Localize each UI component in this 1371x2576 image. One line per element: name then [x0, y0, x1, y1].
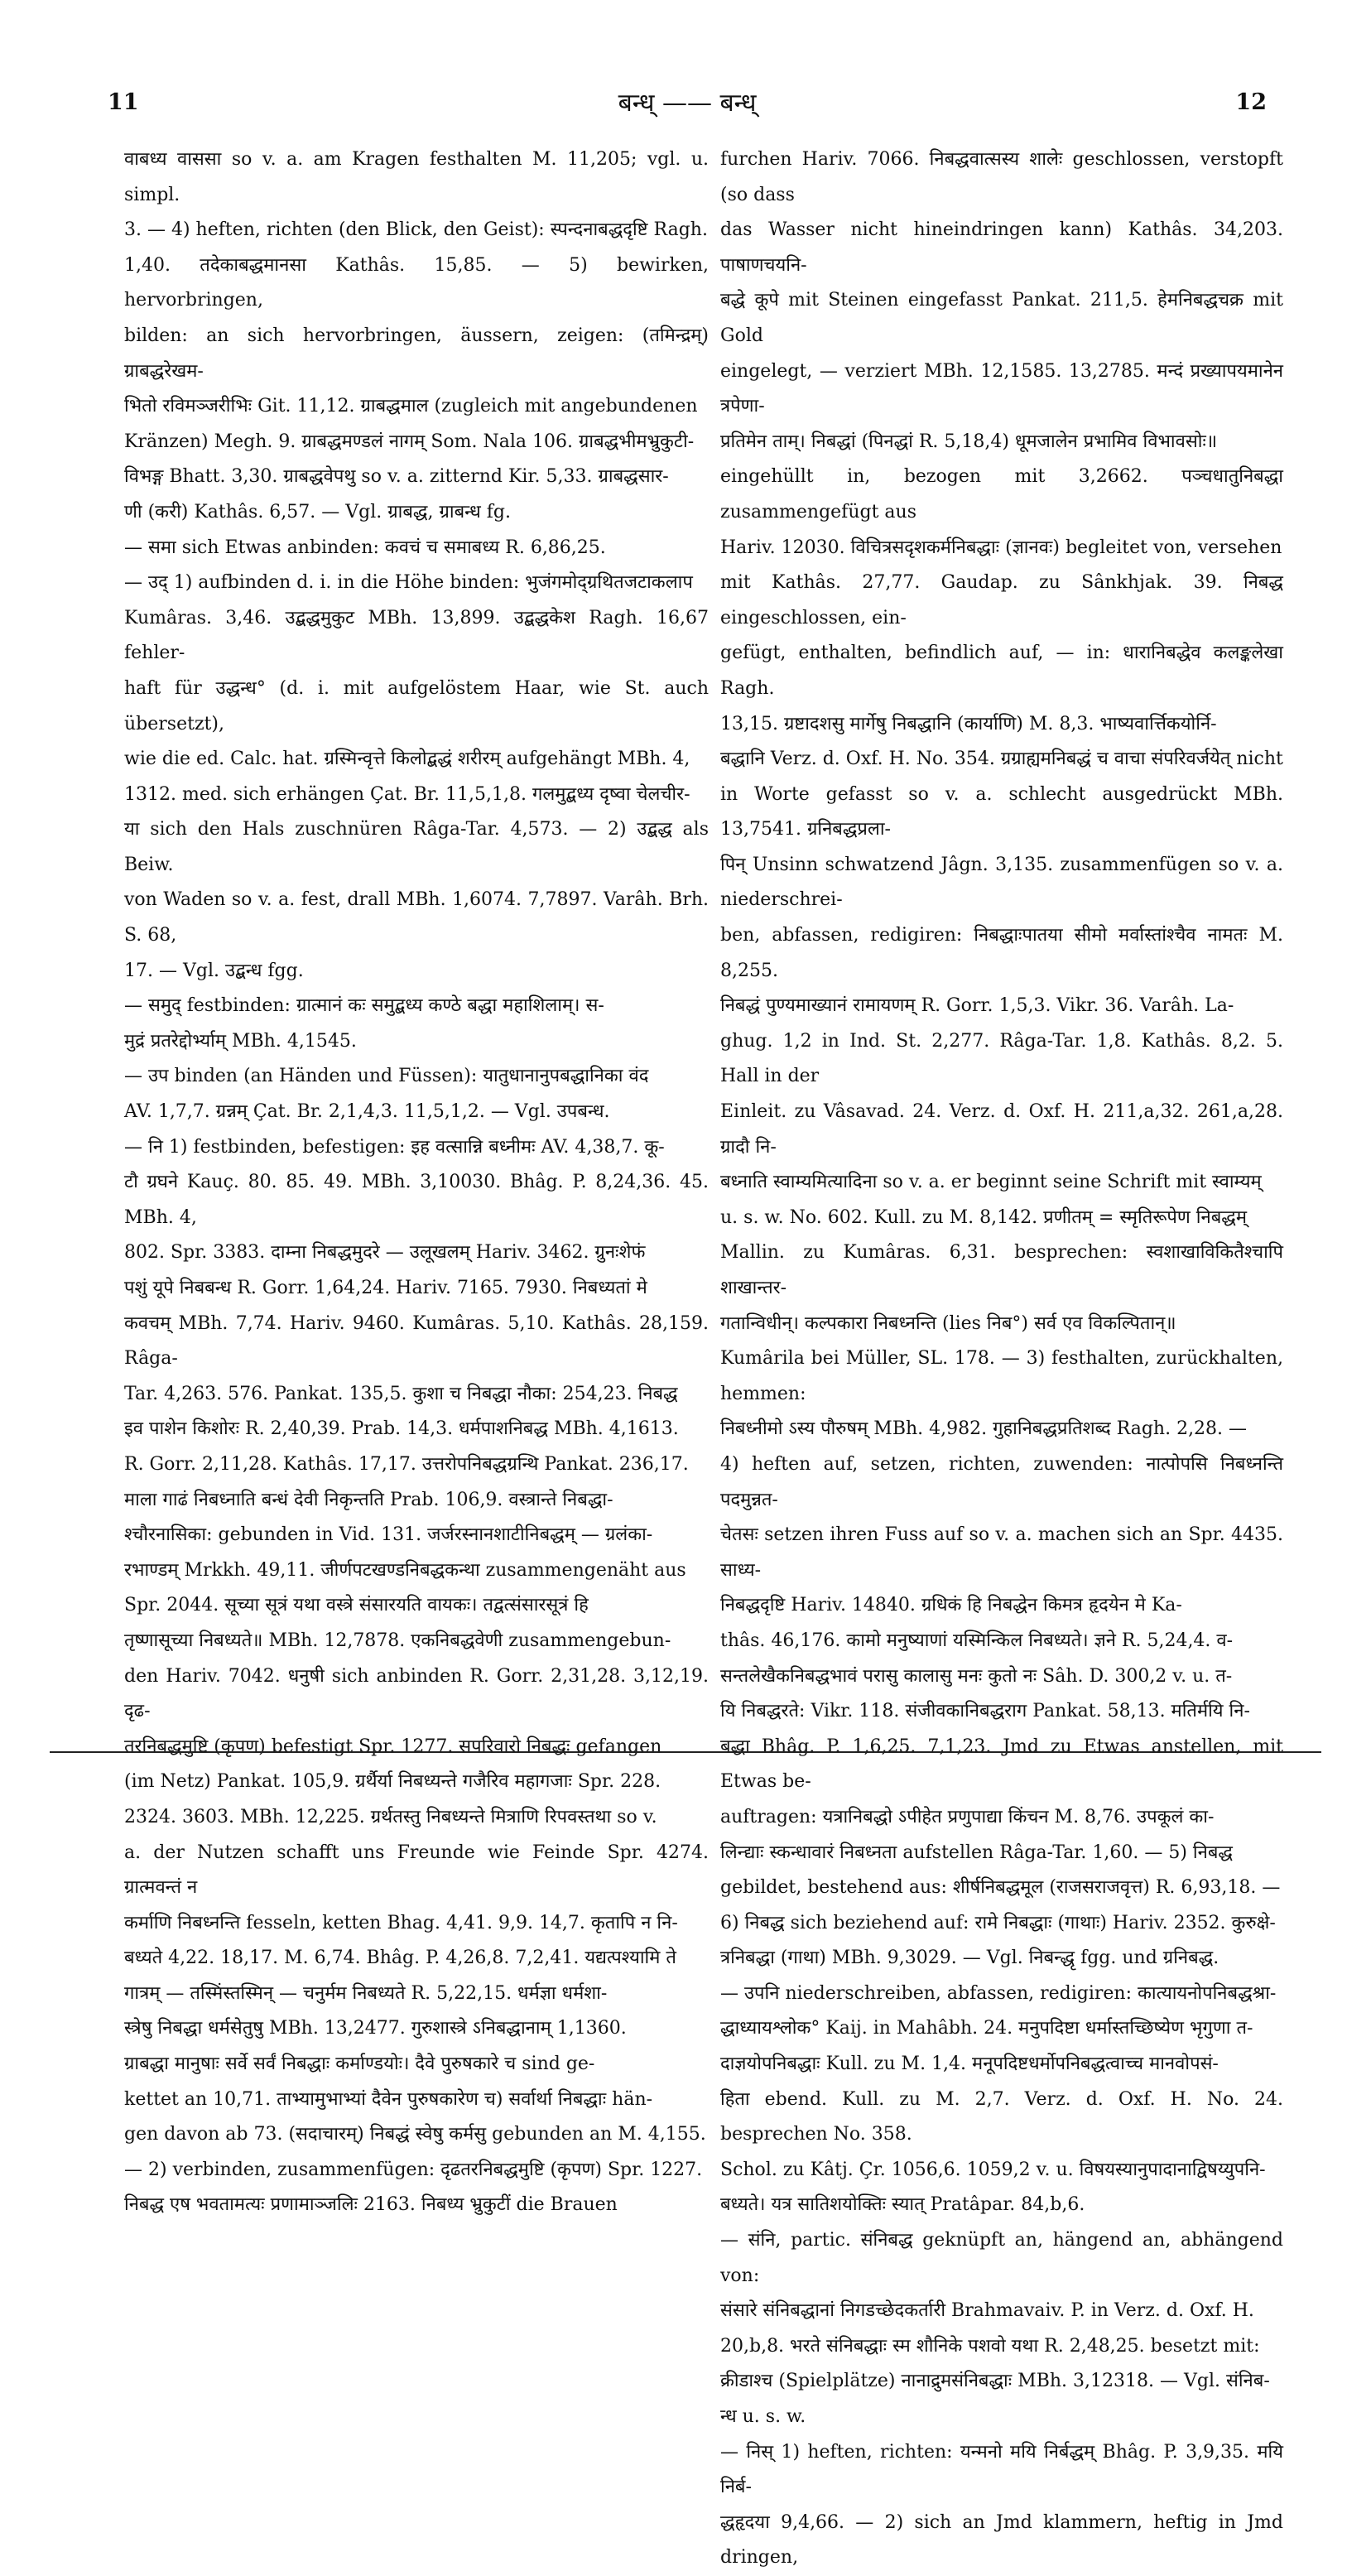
text-line: R. Gorr. 2,11,28. Kathâs. 17,17. उत्तरोपनिबद्धग्रन्थि Pankat. 236,17. — [124, 1453, 689, 1475]
text-line: Kumâras. 3,46. उद्बद्धमुकुट MBh. 13,899. उद्बद्धकेश Ragh. 16,67 fehler- — [124, 607, 709, 664]
text-line: निबद्धदृष्टि Hariv. 14840. ग्रधिकं हि निबद्धेन किमत्र हृदयेन मे Ka- — [720, 1595, 1182, 1616]
text-line: — समा sich Etwas anbinden: कवचं च समाबध्य R. 6,86,25. — [124, 537, 606, 558]
text-line: 13,15. ग्रष्टादशसु मार्गेषु निबद्धानि (कार्याणि) M. 8,3. भाष्यवार्त्तिकयोर्नि- — [720, 713, 1217, 734]
text-line: AV. 1,7,7. ग्रन्नम् Çat. Br. 2,1,4,3. 11,5,1,2. — Vgl. उपबन्ध. — [124, 1101, 610, 1123]
running-head: बन्ध् —— बन्ध् — [618, 89, 757, 118]
text-line: दाज्ञयोपनिबद्धाः Kull. zu M. 1,4. मनूपदिष्टधर्मोपनिबद्धत्वाच्च मानवोपसं- — [720, 2054, 1219, 2075]
text-line: तृष्णासूच्या निबध्यते॥ MBh. 12,7878. एकनिबद्धवेणी zusammengebun- — [124, 1630, 671, 1651]
text-line: — संनि, partic. संनिबद्ध geknüpft an, hängend an, abhängend von: — [720, 2230, 1283, 2286]
text-line: auftragen: यत्रानिबद्धो ऽपीहेत प्रणुपाद्या किंचन M. 8,76. उपकूलं का- — [720, 1806, 1215, 1827]
text-line: Mallin. zu Kumâras. 6,31. besprechen: स्वशाखाविकितैश्चापि शाखान्तर- — [720, 1242, 1283, 1298]
text-line: बध्यते 4,22. 18,17. M. 6,74. Bhâg. P. 4,26,8. 7,2,41. यद्यत्पश्यामि ते — [124, 1948, 676, 1969]
text-line: den Hariv. 7042. धनुषी sich anbinden R. Gorr. 2,31,28. 3,12,19. दृढ- — [124, 1665, 709, 1722]
text-line: वाबध्य वाससा so v. a. am Kragen festhalten M. 11,205; vgl. u. simpl. — [124, 149, 709, 205]
text-line: कर्माणि निबध्नन्ति fesseln, ketten Bhag. 4,41. 9,9. 14,7. कृतापि न नि- — [124, 1912, 678, 1933]
text-line: विभङ्ग Bhatt. 3,30. ग्राबद्धवेपथु so v. a. zitternd Kir. 5,33. ग्राबद्धसार- — [124, 466, 669, 488]
text-line: रभाण्डम् Mrkkh. 49,11. जीर्णपटखण्डनिबद्धकन्था zusammengenäht aus — [124, 1559, 686, 1581]
text-line: in Worte gefasst so v. a. schlecht ausgedrückt MBh. 13,7541. ग्रनिबद्धप्रला- — [720, 783, 1283, 840]
text-line: भितो रविमञ्जरीभिः Git. 11,12. ग्राबद्धमाल (zugleich mit angebundenen — [124, 396, 698, 417]
left-column — [124, 142, 709, 2223]
text-line: — उपनि niederschreiben, abfassen, redigiren: कात्यायनोपनिबद्धश्रा- — [720, 1982, 1277, 2004]
text-line: त्रनिबद्धा (गाथा) MBh. 9,3029. — Vgl. निबन्द्धृ fgg. und ग्रनिबद्ध. — [720, 1948, 1219, 1969]
text-line: gebildet, bestehend aus: शीर्षनिबद्धमूल (राजसराजवृत्त) R. 6,93,18. — — [720, 1877, 1281, 1899]
text-line: निबद्धं पुण्यमाख्यानं रामायणम् R. Gorr. 1,5,3. Vikr. 36. Varâh. La- — [720, 995, 1234, 1017]
text-line: चेतसः setzen ihren Fuss auf so v. a. machen sich an Spr. 4435. साध्य- — [720, 1524, 1283, 1581]
text-line: निबद्ध एष भवतामत्यः प्रणामाञ्जलिः 2163. निबध्य भ्रुकुटीं die Brauen — [124, 2194, 618, 2216]
text-line: 2324. 3603. MBh. 12,225. ग्रर्थतस्तु निबध्यन्ते मित्राणि रिपवस्तथा so v. — [124, 1806, 657, 1827]
text-line: बध्नाति स्वाम्यमित्यादिना so v. a. er beginnt seine Schrift mit स्वाम्यम् — [720, 1172, 1262, 1193]
text-line: पशुं यूपे निबबन्ध R. Gorr. 1,64,24. Hariv. 7165. 7930. निबध्यतां मे — [124, 1278, 647, 1298]
text-line: bilden: an sich hervorbringen, äussern, zeigen: (तमिन्द्रम्) ग्राबद्धरेखम- — [124, 325, 709, 382]
text-line: बद्धानि Verz. d. Oxf. H. No. 354. ग्रग्राह्यमनिबद्धं च वाचा संपरिवर्जयेत् nicht — [720, 749, 1283, 770]
text-line: 4) heften auf, setzen, richten, zuwenden: नात्पोपसि निबध्नन्ति पदमुन्नत- — [720, 1453, 1283, 1510]
left-page-number: 11 — [108, 89, 139, 115]
text-line: eingehüllt in, bezogen mit 3,2662. पञ्चधातुनिबद्धा zusammengefügt aus — [720, 466, 1283, 522]
text-line: ghug. 1,2 in Ind. St. 2,277. Râga-Tar. 1,8. Kathâs. 8,2. 5. Hall in der — [720, 1030, 1283, 1087]
text-line: — नि 1) festbinden, befestigen: इह वत्सान्नि बध्नीमः AV. 4,38,7. कू- — [124, 1136, 665, 1158]
text-line: क्रीडाश्च (Spielplätze) नानाद्रुमसंनिबद्धाः MBh. 3,12318. — Vgl. संनिब- — [720, 2371, 1270, 2392]
right-column — [720, 142, 1283, 2576]
text-line: — समुद् festbinden: ग्रात्मानं कः समुद्बध्य कण्ठे बद्धा महाशिलाम्। स- — [124, 995, 604, 1017]
text-line: द्धहृदया 9,4,66. — 2) sich an Jmd klammern, heftig in Jmd dringen, — [720, 2511, 1283, 2569]
text-line: इव पाशेन किशोरः R. 2,40,39. Prab. 14,3. धर्मपाशनिबद्ध MBh. 4,1613. — [124, 1418, 679, 1440]
text-line: Schol. zu Kâtj. Çr. 1056,6. 1059,2 v. u. विषयस्यानुपादानाद्विषय्युपनि- — [720, 2159, 1266, 2180]
text-line: द्धाध्यायश्लोक° Kaij. in Mahâbh. 24. मनुपदिष्टा धर्मास्तच्छिष्येण भृगुणा त- — [720, 2018, 1253, 2039]
text-line: सन्तलेखैकनिबद्धभावं परासु कालासु मनः कुतो नः Sâh. D. 300,2 v. u. त- — [720, 1665, 1233, 1687]
text-line: टौ ग्रघने Kauç. 80. 85. 49. MBh. 3,10030. Bhâg. P. 8,24,36. 45. MBh. 4, — [124, 1172, 709, 1228]
text-line: लिन्द्याः स्कन्धावारं निबध्नता aufstellen Râga-Tar. 1,60. — 5) निबद्ध — [720, 1842, 1233, 1863]
text-line: haft für उद्धन्ध° (d. i. mit aufgelöstem Haar, wie St. auch übersetzt), — [124, 677, 709, 734]
text-line: 6) निबद्ध sich beziehend auf: रामे निबद्धाः (गाथाः) Hariv. 2352. कुरुक्षे- — [720, 1912, 1276, 1933]
text-line: 802. Spr. 3383. दाम्ना निबद्धमुदरे — उलूखलम् Hariv. 3462. ग्रुनःशेफं — [124, 1242, 646, 1264]
text-line: — 2) verbinden, zusammenfügen: दृढतरनिबद्धमुष्टि (कृपण) Spr. 1227. — [124, 2159, 703, 2180]
text-line: Kumârila bei Müller, SL. 178. — 3) festhalten, zurückhalten, hemmen: — [720, 1348, 1283, 1404]
text-line: a. der Nutzen schafft uns Freunde wie Feinde Spr. 4274. ग्रात्मवन्तं न — [124, 1842, 709, 1899]
text-line: माला गाढं निबध्नाति बन्धं देवी निकृन्तति Prab. 106,9. वस्त्रान्ते निबद्धा- — [124, 1489, 613, 1510]
text-line: gen davon ab 73. (सदाचारम्) निबद्धं स्वेषु कर्मसु gebunden an M. 4,155. — [124, 2124, 706, 2145]
text-line: प्रतिमेन ताम्। निबद्धां (पिनद्धां R. 5,18,4) धूमजालेन प्रभामिव विभावसोः॥ — [720, 431, 1218, 452]
text-line: gefügt, enthalten, befindlich auf, — in: धारानिबद्धेव कलङ्कलेखा Ragh. — [720, 643, 1283, 699]
text-line: पिन् Unsinn schwatzend Jâgn. 3,135. zusammenfügen so v. a. niederschrei- — [720, 854, 1283, 911]
text-line: मुद्रं प्रतरेद्दोर्भ्याम् MBh. 4,1545. — [124, 1030, 357, 1052]
text-line: संसारे संनिबद्धानां निगडच्छेदकर्तारी Brahmavaiv. P. in Verz. d. Oxf. H. — [720, 2300, 1254, 2322]
text-line: या sich den Hals zuschnüren Râga-Tar. 4,573. — 2) उद्बद्ध als Beiw. — [124, 819, 709, 875]
text-line: Hariv. 12030. विचित्रसदृशकर्मनिबद्धाः (ज्ञानवः) begleitet von, versehen — [720, 537, 1282, 558]
text-line: thâs. 46,176. कामो मनुष्याणां यस्मिन्किल निबध्यते। ज्ञने R. 5,24,4. व- — [720, 1630, 1234, 1651]
text-line: eingelegt, — verziert MBh. 12,1585. 13,2785. मन्दं प्रख्यापयमानेन त्रपेणा- — [720, 360, 1283, 417]
text-line: गतान्विधीन्। कल्पकारा निबध्नन्ति (lies निब°) सर्व एव विकल्पितान्॥ — [720, 1312, 1176, 1334]
text-line: बद्धे कूपे mit Steinen eingefasst Pankat. 211,5. हेमनिबद्धचक्र mit Gold — [720, 290, 1283, 346]
text-line: von Waden so v. a. fest, drall MBh. 1,6074. 7,7897. Varâh. Brh. S. 68, — [124, 889, 709, 946]
text-line: — निस् 1) heften, richten: यन्मनो मयि निर्बद्धम् Bhâg. P. 3,9,35. मयि निर्ब- — [720, 2441, 1283, 2498]
text-line: wie die ed. Calc. hat. ग्रस्मिन्वृत्ते किलोद्बद्धं शरीरम् aufgehängt MBh. 4, — [124, 749, 690, 770]
text-line: — उप binden (an Händen und Füssen): यातुधानानुपबद्धानिका वंद — [124, 1066, 649, 1087]
text-line: स्त्रेषु निबद्धा धर्मसेतुषु MBh. 13,2477. गुरुशास्त्रे ऽनिबद्धानाम् 1,1360. — [124, 2018, 627, 2039]
text-line: u. s. w. No. 602. Kull. zu M. 8,142. प्रणीतम् = स्मृतिरूपेण निबद्धम् — [720, 1206, 1248, 1228]
text-line: 1,40. तदेकाबद्धमानसा Kathâs. 15,85. — 5) bewirken, hervorbringen, — [124, 254, 709, 311]
text-line: निबध्नीमो ऽस्य पौरुषम् MBh. 4,982. गुहानिबद्धप्रतिशब्द Ragh. 2,28. — — [720, 1418, 1248, 1440]
text-line: यि निबद्धरते: Vikr. 118. संजीवकानिबद्धराग Pankat. 58,13. मतिर्मयि नि- — [720, 1701, 1250, 1722]
text-line: das Wasser nicht hineindringen kann) Kathâs. 34,203. पाषाणचयनि- — [720, 219, 1283, 276]
right-page-number: 12 — [1235, 89, 1267, 115]
text-line: श्चौरनासिका: gebunden in Vid. 131. जर्जरस्नानशाटीनिबद्धम् — ग्रलंका- — [124, 1524, 653, 1546]
text-line: तरनिबद्धमुष्टि (कृपण) befestigt Spr. 1277. सपरिवारो निबद्धः gefangen — [124, 1736, 662, 1757]
text-line: णी (करी) Kathâs. 6,57. — Vgl. ग्राबद्ध, ग्राबन्ध fg. — [124, 501, 511, 522]
text-line: कवचम् MBh. 7,74. Hariv. 9460. Kumâras. 5,10. Kathâs. 28,159. Râga- — [124, 1312, 709, 1370]
page-header — [108, 83, 1267, 132]
text-line: 1312. med. sich erhängen Çat. Br. 11,5,1,8. गलमुद्बध्य दृष्वा चेलचीर- — [124, 783, 690, 805]
text-line: 17. — Vgl. उद्बन्ध fgg. — [124, 960, 304, 981]
text-line: ben, abfassen, redigiren: निबद्धाःपातया सीमो मर्वास्तांश्चैव नामतः M. 8,255. — [720, 925, 1283, 981]
text-line: Tar. 4,263. 576. Pankat. 135,5. कुशा च निबद्धा नौका: 254,23. निबद्ध — [124, 1383, 678, 1404]
text-line: बद्धा Bhâg. P. 1,6,25. 7,1,23. Jmd zu Etwas anstellen, mit Etwas be- — [720, 1736, 1283, 1793]
text-line: mit Kathâs. 27,77. Gaudap. zu Sânkhjak. 39. निबद्ध eingeschlossen, ein- — [720, 572, 1283, 628]
text-line: बध्यते। यत्र सातिशयोक्तिः स्यात् Pratâpar. 84,b,6. — [720, 2194, 1085, 2216]
text-line: Kränzen) Megh. 9. ग्राबद्धमण्डलं नागम् Som. Nala 106. ग्राबद्धभीमभ्रुकुटी- — [124, 431, 695, 452]
text-line: Spr. 2044. सूच्या सूत्रं यथा वस्त्रे संसारयति वायकः। तद्वत्संसारसूत्रं हि — [124, 1595, 589, 1616]
footer-rule — [50, 1751, 1321, 1753]
text-line: ग्राबद्धा मानुषाः सर्वे सर्वं निबद्धाः कर्माण्डयोः। दैवे पुरुषकारे च sind ge- — [124, 2054, 595, 2075]
text-line: न्ध u. s. w. — [720, 2406, 806, 2427]
text-line: (im Netz) Pankat. 105,9. ग्रर्थैर्या निबध्यन्ते गजैरिव महागजाः Spr. 228. — [124, 1771, 661, 1793]
text-line: kettet an 10,71. ताभ्यामुभाभ्यां दैवेन पुरुषकारेण च) सर्वार्था निबद्धाः hän- — [124, 2088, 653, 2110]
text-line: 20,b,8. भरते संनिबद्धाः स्म शौनिके पशवो यथा R. 2,48,25. besetzt mit: — [720, 2335, 1260, 2357]
text-line: हिता ebend. Kull. zu M. 2,7. Verz. d. Oxf. H. No. 24. besprechen No. 358. — [720, 2088, 1283, 2145]
text-line: गात्रम् — तस्मिंस्तस्मिन् — चनुर्मम निबध्यते R. 5,22,15. धर्मज्ञा धर्मशा- — [124, 1982, 608, 2004]
text-line: 3. — 4) heften, richten (den Blick, den Geist): स्पन्दनाबद्धदृष्टि Ragh. — [124, 219, 708, 241]
text-line: — उद् 1) aufbinden d. i. in die Höhe binden: भुजंगमोद्ग्रथितजटाकलाप — [124, 572, 693, 594]
text-line: Einleit. zu Vâsavad. 24. Verz. d. Oxf. H. 211,a,32. 261,a,28. ग्रादौ नि- — [720, 1101, 1283, 1158]
text-line: furchen Hariv. 7066. निबद्धवात्सस्य शालेः geschlossen, verstopft (so dass — [720, 149, 1283, 205]
